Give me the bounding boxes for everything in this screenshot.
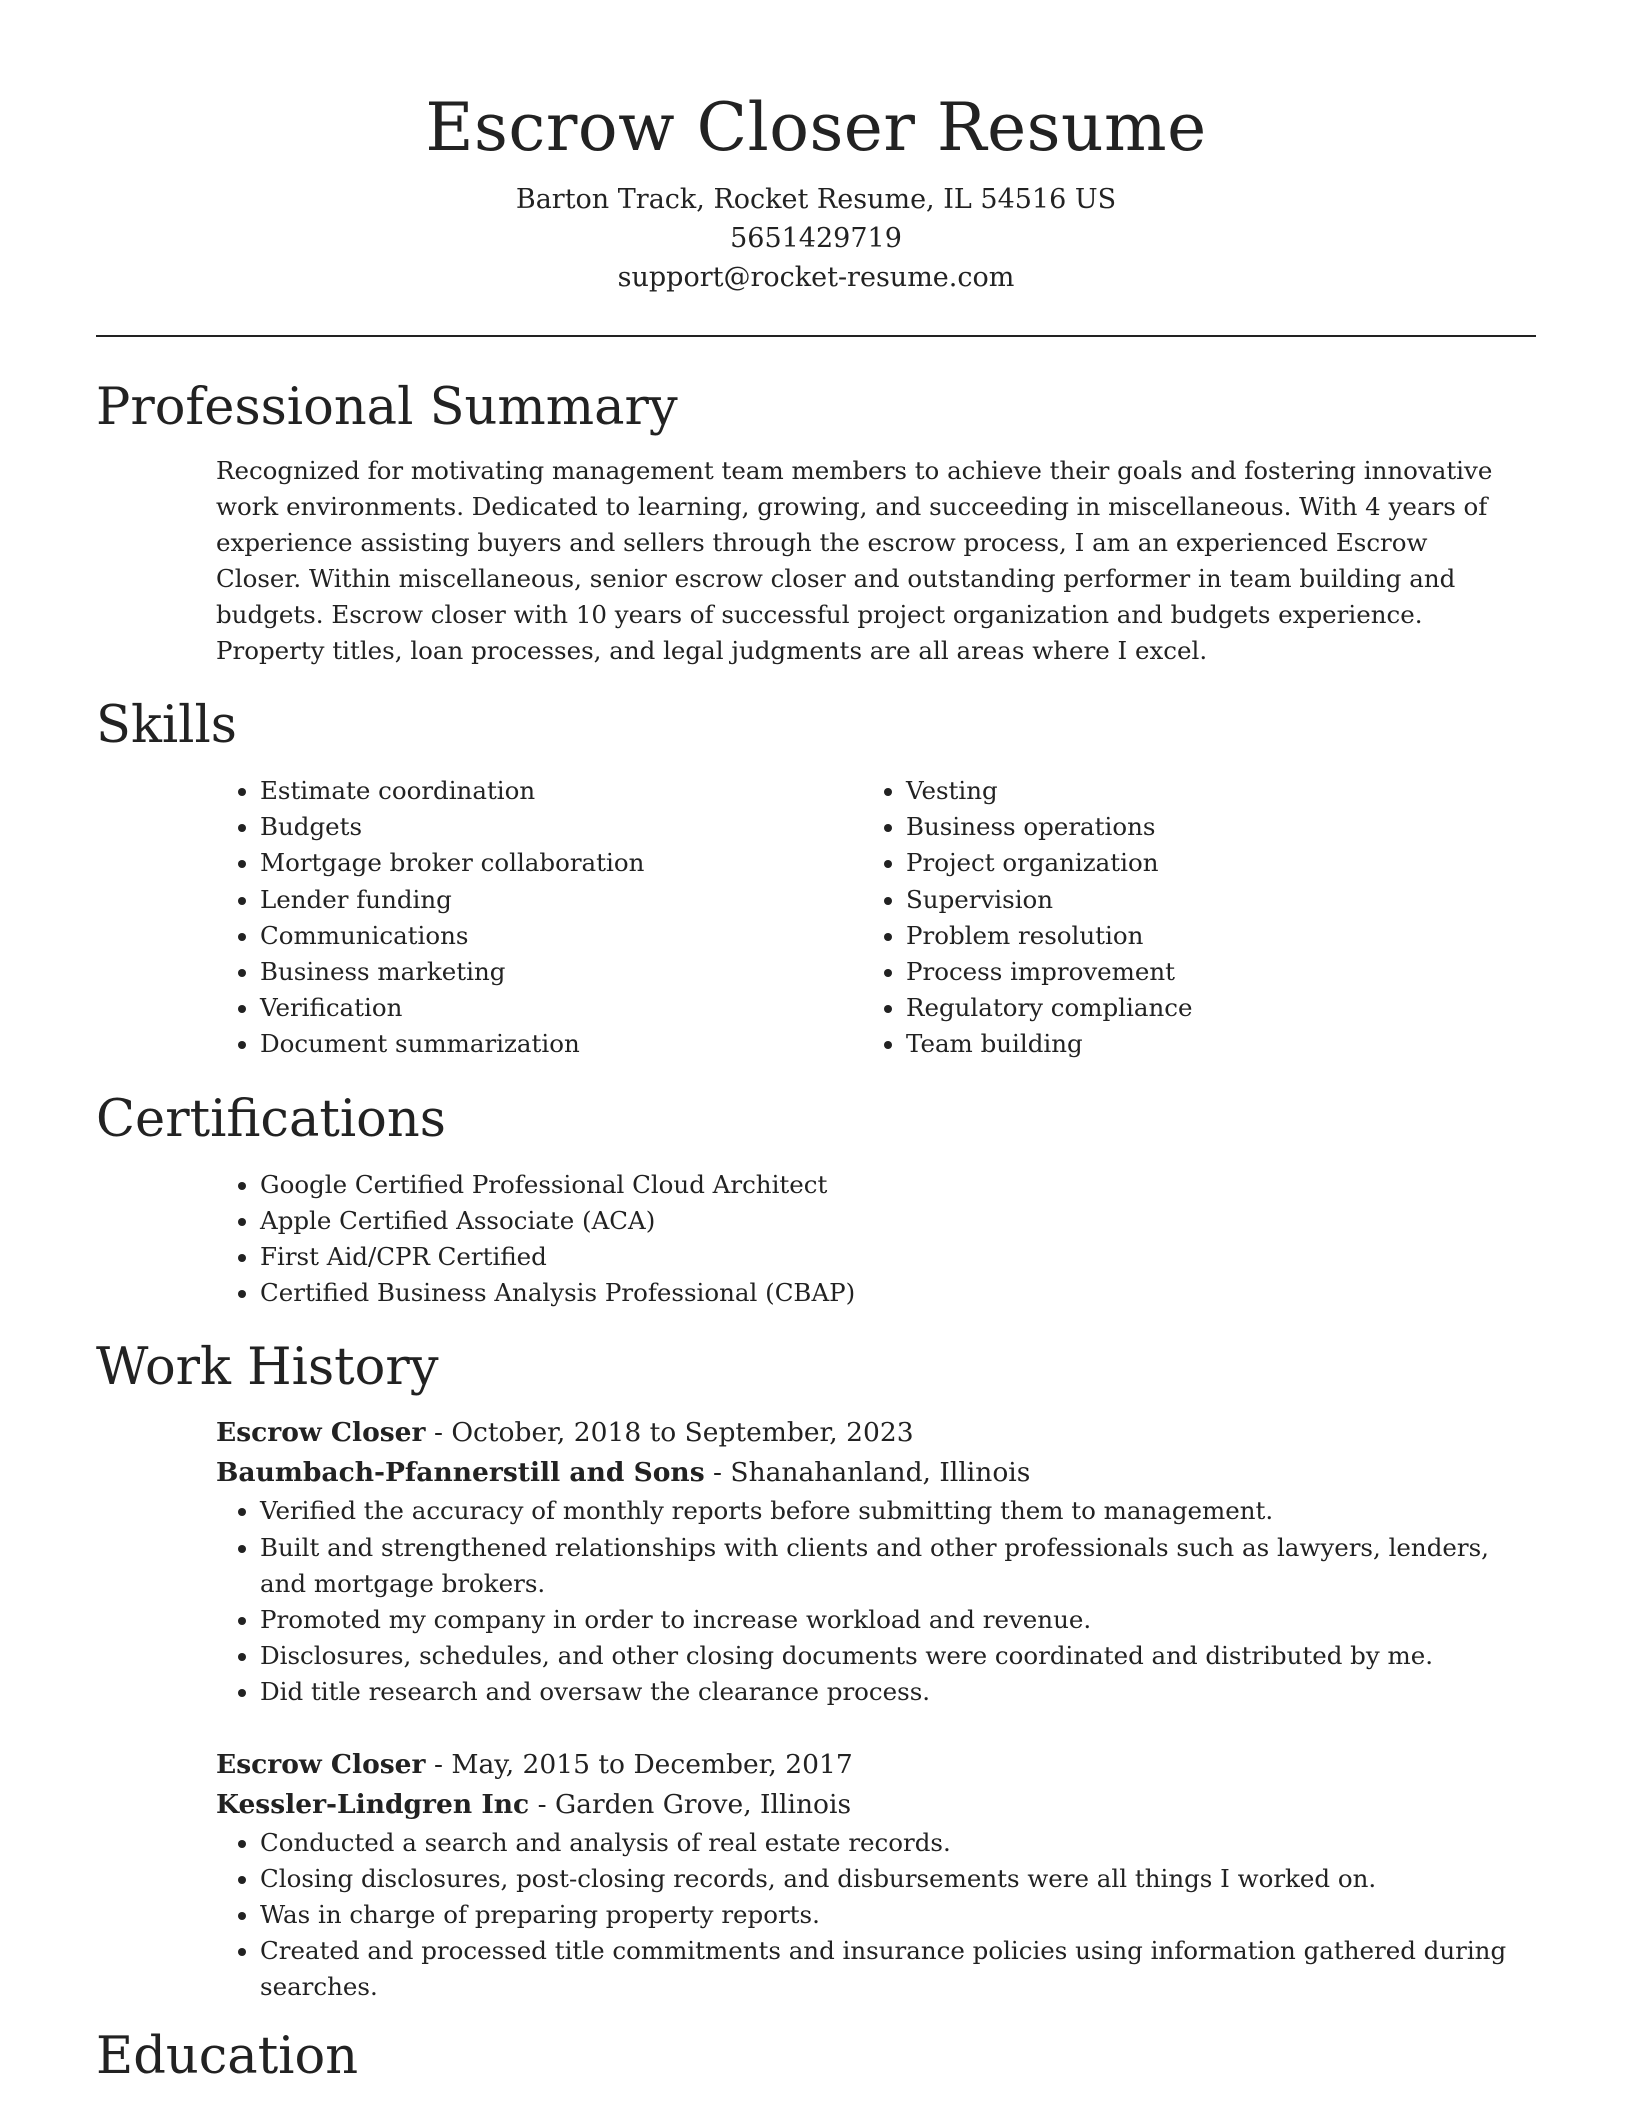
skills-heading: Skills — [96, 696, 237, 755]
skills-left-column — [216, 773, 862, 1063]
certifications-section — [96, 1087, 1536, 1312]
list-item: • Google Certified Professional Cloud Architect — [260, 1167, 1508, 1203]
list-item: • Lender funding — [260, 882, 862, 918]
job-company-line — [216, 1785, 1508, 1825]
work-heading: Work History — [96, 1338, 439, 1398]
certifications-heading: Certifications — [96, 1089, 446, 1149]
list-item: • Business marketing — [260, 954, 862, 990]
skills-right-list — [862, 773, 1508, 1063]
list-item: • Project organization — [906, 845, 1508, 881]
list-item: • First Aid/CPR Certified — [260, 1239, 1508, 1275]
list-item: • Created and processed title commitments and insurance policies using information gathered during searches. — [260, 1933, 1508, 2005]
list-item: • Team building — [906, 1026, 1508, 1062]
work-section — [96, 1335, 1536, 2005]
job-dates: - May, 2015 to December, 2017 — [425, 1748, 853, 1780]
job-entry — [216, 1745, 1508, 2006]
job-role-line — [216, 1413, 1508, 1453]
skills-right-column — [862, 773, 1508, 1063]
contact-email: support@rocket-resume.com — [617, 262, 1015, 293]
list-item: • Budgets — [260, 809, 862, 845]
summary-section — [96, 375, 1536, 669]
list-item: • Communications — [260, 918, 862, 954]
list-item: • Apple Certified Associate (ACA) — [260, 1203, 1508, 1239]
job-dates: - October, 2018 to September, 2023 — [425, 1417, 914, 1449]
certifications-list — [216, 1167, 1508, 1312]
list-item: • Supervision — [906, 882, 1508, 918]
list-item: • Verification — [260, 990, 862, 1026]
job-role: Escrow Closer — [216, 1748, 426, 1780]
header-divider — [96, 335, 1536, 337]
list-item: • Verified the accuracy of monthly reports before submitting them to management. — [260, 1493, 1508, 1529]
list-item: • Was in charge of preparing property reports. — [260, 1897, 1508, 1933]
list-item: • Estimate coordination — [260, 773, 862, 809]
job-entry — [216, 1413, 1508, 1710]
list-item: • Did title research and oversaw the clearance process. — [260, 1674, 1508, 1710]
summary-text: Recognized for motivating management team members to achieve their goals and fostering innovative work environments. Dedicated to learning, growing, and succeeding in miscellaneous. With 4 years of experience assisting buyers and sellers through the escrow process, I am an experienced Escrow Closer. Within miscellaneous, senior escrow closer and outstanding performer in team building and budgets. Escrow closer with 10 years of successful project organization and budgets experience. Property titles, loan processes, and legal judgments are all areas where I excel. — [216, 456, 1493, 665]
job-company-line — [216, 1453, 1508, 1493]
list-item: • Vesting — [906, 773, 1508, 809]
job-location: - Shanahanland, Illinois — [704, 1457, 1031, 1489]
job-role-line — [216, 1745, 1508, 1785]
contact-address: Barton Track, Rocket Resume, IL 54516 US — [515, 184, 1117, 215]
skills-section — [96, 693, 1536, 1063]
list-item: • Process improvement — [906, 954, 1508, 990]
list-item: • Disclosures, schedules, and other closing documents were coordinated and distributed by me. — [260, 1638, 1508, 1674]
skills-left-list — [216, 773, 862, 1063]
list-item: • Closing disclosures, post-closing records, and disbursements were all things I worked on. — [260, 1861, 1508, 1897]
list-item: • Conducted a search and analysis of real estate records. — [260, 1825, 1508, 1861]
list-item: • Mortgage broker collaboration — [260, 845, 862, 881]
job-list — [216, 1413, 1508, 2005]
job-location: - Garden Grove, Illinois — [529, 1788, 852, 1820]
job-company: Kessler-Lindgren Inc — [216, 1788, 530, 1820]
list-item: • Promoted my company in order to increase workload and revenue. — [260, 1602, 1508, 1638]
list-item: • Problem resolution — [906, 918, 1508, 954]
summary-heading: Professional Summary — [96, 378, 678, 437]
resume-title: Escrow Closer Resume — [425, 89, 1207, 166]
job-role: Escrow Closer — [216, 1417, 426, 1449]
job-bullet-list — [216, 1825, 1508, 2006]
list-item: • Regulatory compliance — [906, 990, 1508, 1026]
list-item: • Certified Business Analysis Professional (CBAP) — [260, 1275, 1508, 1311]
skills-grid — [216, 773, 1508, 1063]
resume-header — [96, 0, 1536, 297]
job-bullet-list — [216, 1493, 1508, 1710]
list-item: • Business operations — [906, 809, 1508, 845]
education-section — [96, 2024, 1536, 2090]
contact-block — [96, 180, 1536, 297]
job-company: Baumbach-Pfannerstill and Sons — [216, 1457, 705, 1489]
list-item: • Built and strengthened relationships with clients and other professionals such as lawyers, lenders, and mortgage brokers. — [260, 1530, 1508, 1602]
education-heading: Education — [96, 2026, 359, 2086]
contact-phone: 5651429719 — [730, 223, 902, 254]
resume-page — [96, 0, 1536, 2112]
list-item: • Document summarization — [260, 1026, 862, 1062]
